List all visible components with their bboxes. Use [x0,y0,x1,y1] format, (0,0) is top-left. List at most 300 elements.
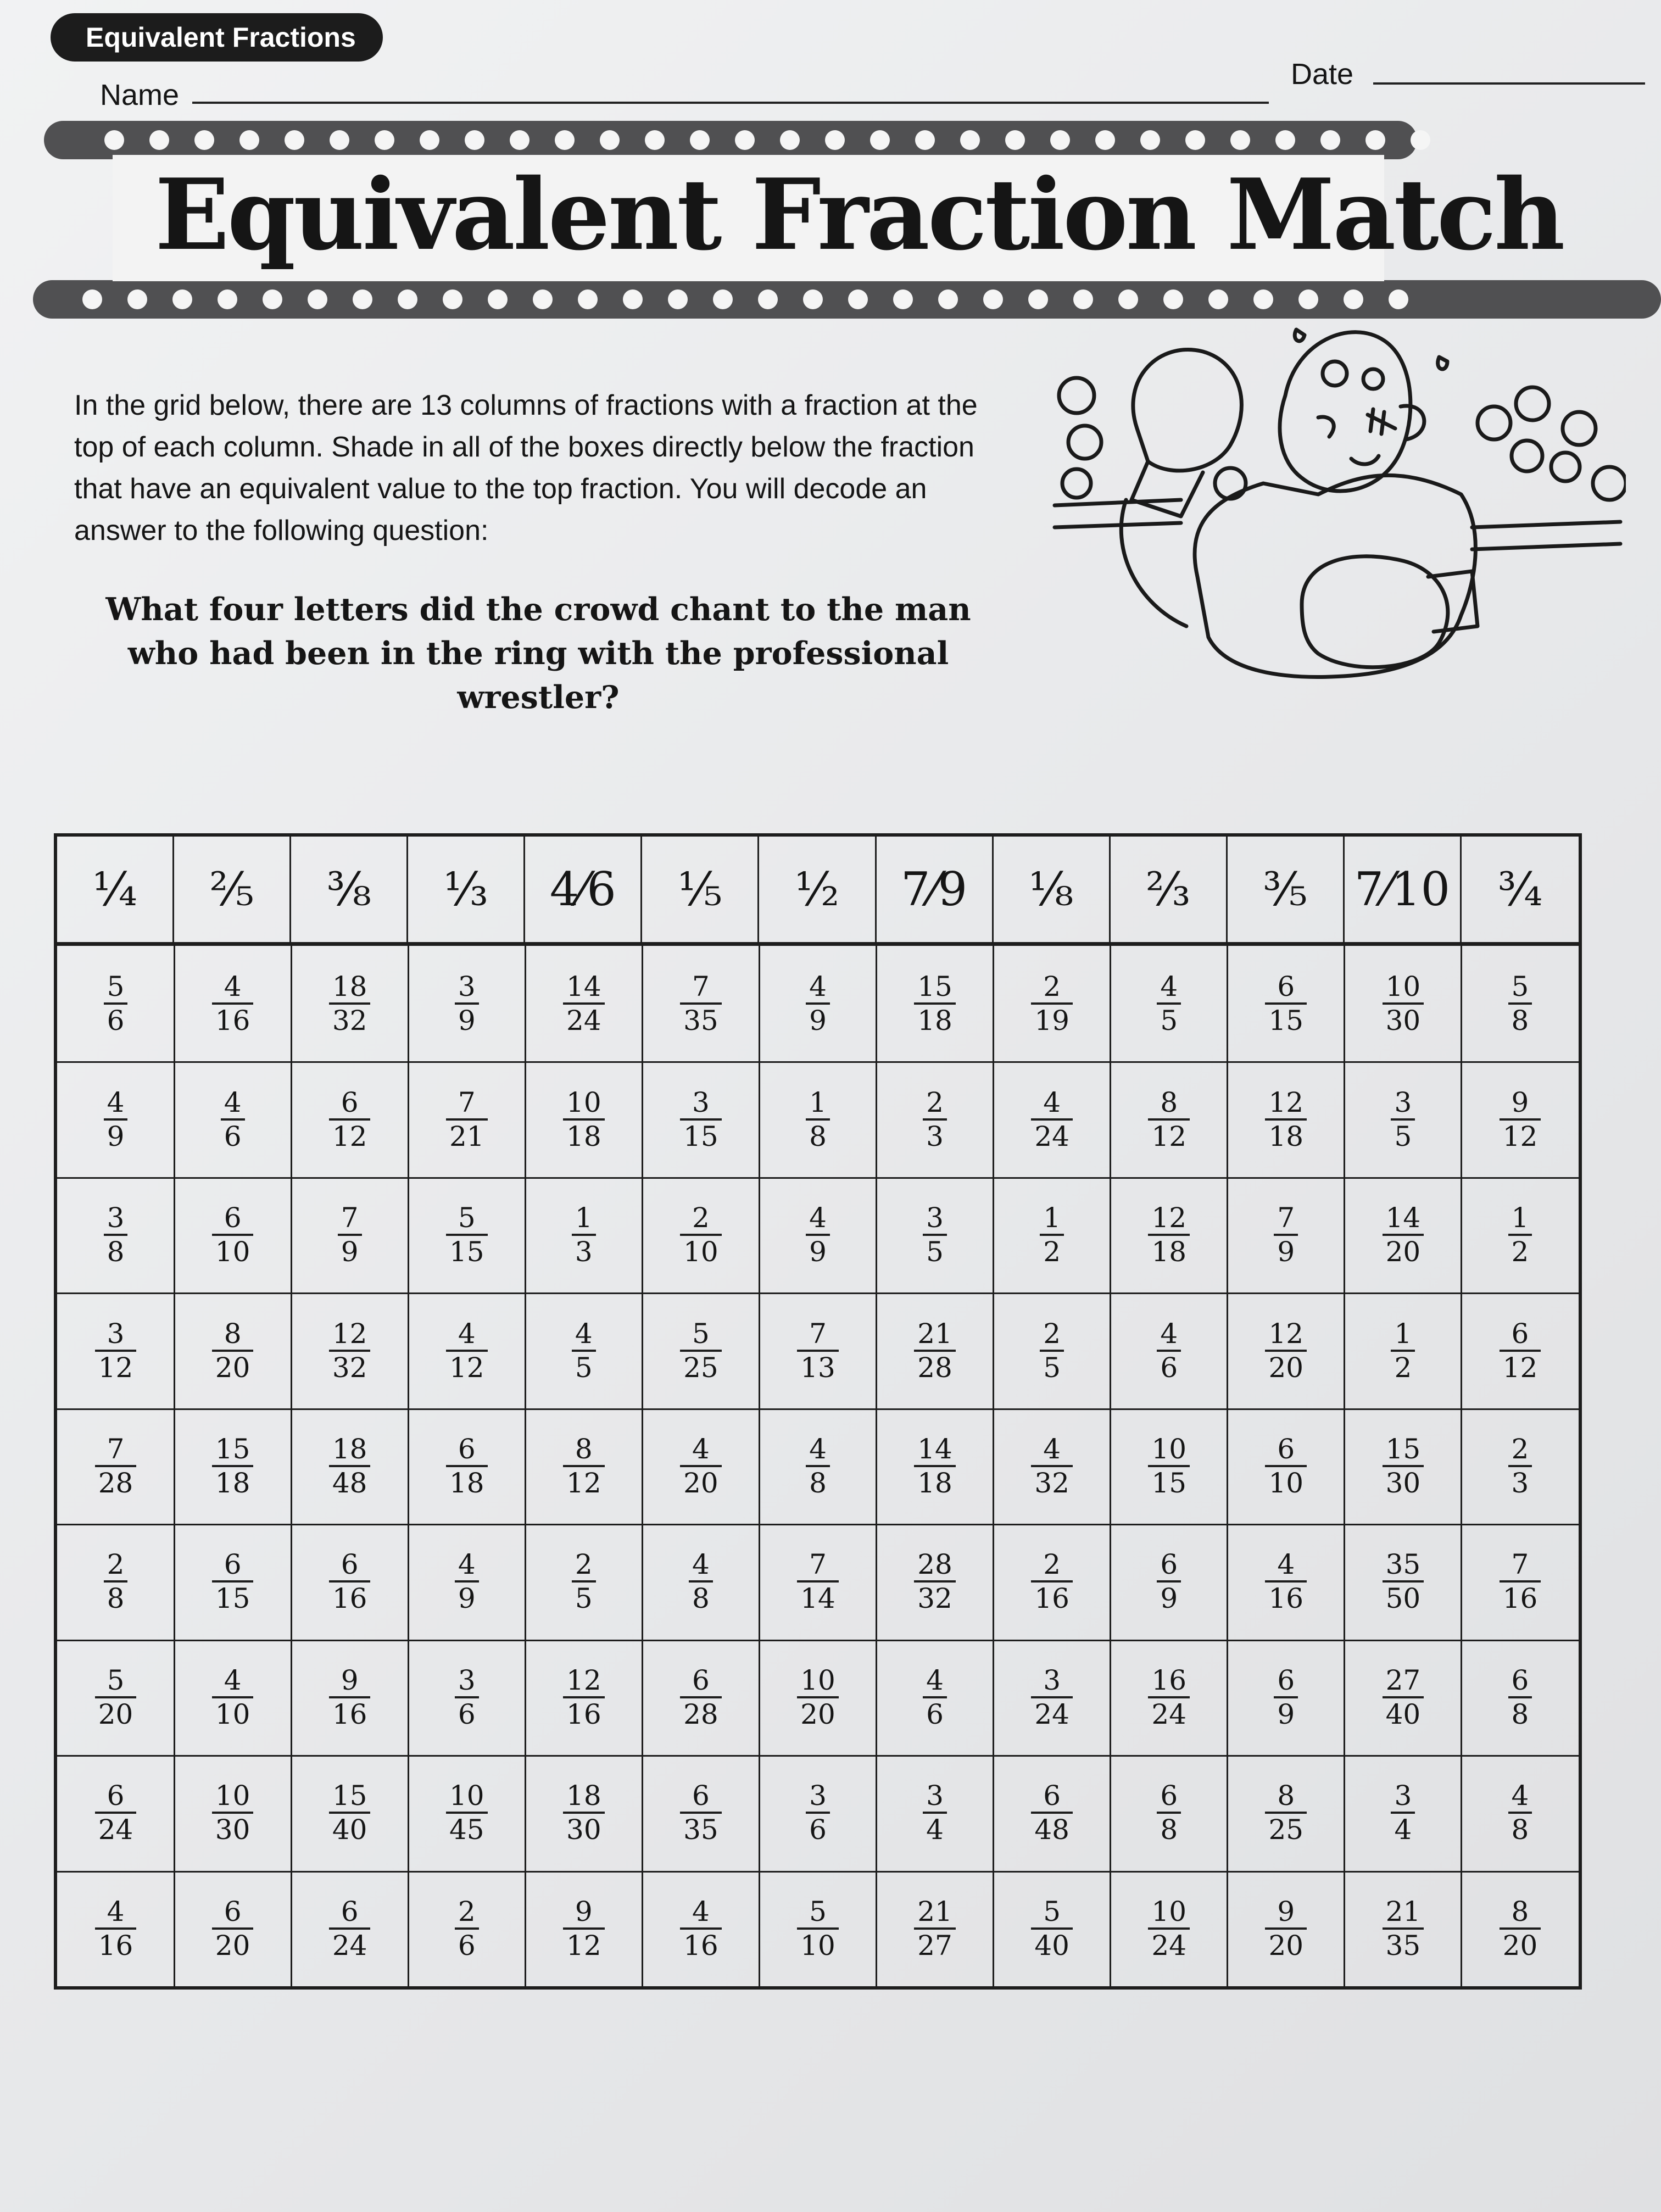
column-header: 7⁄9 [877,837,994,942]
fraction [680,1781,722,1844]
fraction [95,1435,137,1497]
bottom-strip-dots [82,289,1434,309]
grid-cell[interactable] [877,1524,994,1639]
fraction [1148,1897,1190,1960]
numerator: 14 [917,1433,952,1465]
fraction [1383,972,1424,1035]
fraction [212,1550,254,1613]
fraction [923,1088,947,1151]
fraction [1148,1088,1190,1151]
denominator: 5 [926,1236,944,1268]
fraction [914,972,956,1035]
denominator: 2 [1394,1351,1412,1384]
fraction [680,1203,722,1266]
fraction [95,1781,137,1844]
grid-cell[interactable] [291,1061,408,1177]
fraction [572,1203,596,1266]
fraction [1031,1435,1073,1497]
fraction [212,1319,254,1382]
grid-cell[interactable] [174,1177,291,1292]
grid-cell[interactable] [1345,1061,1462,1177]
fraction-bar [680,1350,722,1352]
numerator: 5 [107,971,125,1003]
numerator: 6 [692,1664,710,1696]
grid-cell[interactable] [408,1177,525,1292]
grid-cell[interactable] [759,1292,876,1408]
grid-cell[interactable] [642,1292,759,1408]
numerator: 1 [575,1202,593,1234]
grid-cell[interactable] [408,1524,525,1639]
numerator: 4 [1043,1086,1061,1118]
grid-cell[interactable] [174,1871,291,1986]
denominator: 6 [224,1120,242,1152]
numerator: 3 [926,1202,944,1234]
grid-cell[interactable] [877,1640,994,1755]
numerator: 18 [566,1780,601,1812]
column-header: ⅗ [1228,837,1345,942]
numerator: 27 [1385,1664,1421,1696]
denominator: 16 [1268,1583,1304,1615]
grid-cell[interactable] [291,1408,408,1524]
grid-cell[interactable] [1111,1755,1228,1870]
numerator: 14 [566,971,601,1003]
denominator: 12 [449,1351,484,1384]
fraction [914,1319,956,1382]
grid-cell[interactable] [1462,1524,1579,1639]
denominator: 16 [215,1005,250,1037]
numerator: 3 [107,1317,125,1350]
denominator: 30 [215,1814,250,1846]
grid-cell[interactable] [408,1061,525,1177]
fraction [446,1203,488,1266]
grid-cell[interactable] [174,1408,291,1524]
fraction-bar [329,1350,371,1352]
fraction [1265,1319,1307,1382]
grid-cell[interactable] [174,1640,291,1755]
numerator: 6 [224,1895,242,1927]
numerator: 4 [692,1433,710,1465]
denominator: 5 [1160,1005,1178,1037]
grid-cell[interactable] [994,1177,1111,1292]
grid-cell[interactable] [642,1408,759,1524]
fraction [563,1781,605,1844]
denominator: 20 [215,1351,250,1384]
fraction [95,1897,137,1960]
fraction [806,1435,830,1497]
grid-cell[interactable] [1345,1871,1462,1986]
fraction-bar [572,1350,596,1352]
denominator: 24 [1034,1120,1069,1152]
grid-cell[interactable] [291,1177,408,1292]
grid-cell[interactable] [1111,1408,1228,1524]
grid-cell[interactable] [408,1408,525,1524]
grid-cell[interactable] [877,946,994,1061]
column-header: ¾ [1497,862,1543,916]
grid-cell[interactable] [408,1640,525,1755]
numerator: 3 [692,1086,710,1118]
fraction [1157,1319,1181,1382]
numerator: 3 [458,1664,476,1696]
denominator: 32 [1034,1467,1069,1499]
grid-cell[interactable] [877,1871,994,1986]
numerator: 8 [1277,1780,1295,1812]
grid-cell[interactable] [408,1755,525,1870]
fraction [923,1781,947,1844]
grid-cell[interactable] [759,1524,876,1639]
numerator: 4 [1043,1433,1061,1465]
numerator: 4 [1277,1548,1295,1581]
numerator: 6 [107,1780,125,1812]
grid-cell[interactable] [1228,1755,1345,1870]
fraction-bar [1040,1350,1064,1352]
grid-cell[interactable] [174,1061,291,1177]
grid-cell[interactable] [525,1640,642,1755]
grid-cell[interactable] [1111,1177,1228,1292]
fraction [212,1781,254,1844]
grid-cell[interactable] [994,1640,1111,1755]
denominator: 13 [800,1351,835,1384]
denominator: 18 [917,1005,952,1037]
grid-cell[interactable] [57,1292,174,1408]
grid-cell[interactable] [1228,1524,1345,1639]
grid-cell[interactable] [174,1755,291,1870]
grid-cell[interactable] [174,946,291,1061]
grid-cell[interactable] [642,1061,759,1177]
grid-cell[interactable] [525,1177,642,1292]
grid-cell[interactable] [1345,1755,1462,1870]
grid-cell[interactable] [1345,1640,1462,1755]
grid-cell[interactable] [525,1871,642,1986]
fraction [1148,1666,1190,1729]
grid-cell[interactable] [994,1408,1111,1524]
fraction [797,1319,839,1382]
denominator: 12 [566,1929,601,1962]
denominator: 20 [800,1698,835,1730]
grid-cell[interactable] [291,1755,408,1870]
numerator: 3 [107,1202,125,1234]
denominator: 20 [215,1929,250,1962]
numerator: 6 [224,1202,242,1234]
numerator: 1 [809,1086,827,1118]
denominator: 4 [1394,1814,1412,1846]
grid-cell[interactable] [1111,1640,1228,1755]
grid-cell[interactable] [994,1061,1111,1177]
grid-cell[interactable] [174,1524,291,1639]
grid-cell[interactable] [1111,1524,1228,1639]
numerator: 3 [1394,1086,1412,1118]
grid-cell[interactable] [1228,1177,1345,1292]
denominator: 30 [566,1814,601,1846]
grid-cell[interactable] [1462,1640,1579,1755]
numerator: 9 [575,1895,593,1927]
numerator: 5 [107,1664,125,1696]
numerator: 4 [107,1086,125,1118]
page-title: Equivalent Fraction Match [155,157,1563,272]
grid-cell[interactable] [994,1524,1111,1639]
numerator: 4 [458,1548,476,1581]
grid-cell[interactable] [877,1408,994,1524]
grid-cell[interactable] [1345,1408,1462,1524]
grid-cell[interactable] [994,1292,1111,1408]
fraction [680,1666,722,1729]
grid-cell[interactable] [408,1292,525,1408]
grid-cell[interactable] [525,946,642,1061]
grid-cell[interactable] [642,1755,759,1870]
numerator: 4 [809,1433,827,1465]
fraction [914,1897,956,1960]
grid-cell[interactable] [525,1408,642,1524]
numerator: 10 [215,1780,250,1812]
grid-cell[interactable] [57,1408,174,1524]
fraction [1265,1550,1307,1613]
grid-cell[interactable] [759,1061,876,1177]
denominator: 5 [1043,1351,1061,1384]
fraction [1500,1319,1541,1382]
grid-cell[interactable] [1462,1061,1579,1177]
denominator: 24 [1151,1698,1187,1730]
numerator: 4 [224,1664,242,1696]
denominator: 9 [458,1005,476,1037]
numerator: 6 [458,1433,476,1465]
grid-cell[interactable] [1111,1061,1228,1177]
grid-cell[interactable] [994,1871,1111,1986]
denominator: 9 [1277,1236,1295,1268]
fraction [1500,1550,1541,1613]
numerator: 4 [107,1895,125,1927]
fraction [455,1550,479,1613]
numerator: 21 [917,1895,952,1927]
grid-cell[interactable] [57,1177,174,1292]
numerator: 16 [1151,1664,1187,1696]
grid-cell[interactable] [877,1177,994,1292]
grid-cell[interactable] [408,1871,525,1986]
column-header: ½ [759,837,876,942]
numerator: 35 [1385,1548,1421,1581]
numerator: 6 [1160,1780,1178,1812]
grid-cell[interactable] [525,1524,642,1639]
grid-cell[interactable] [1462,1408,1579,1524]
fraction [1031,1550,1073,1613]
grid-cell[interactable] [1111,1292,1228,1408]
numerator: 9 [1277,1895,1295,1927]
column-header: ⅓ [408,837,525,942]
numerator: 14 [1385,1202,1421,1234]
fraction [212,1897,254,1960]
grid-cell[interactable] [1228,1292,1345,1408]
denominator: 6 [458,1698,476,1730]
numerator: 7 [692,971,710,1003]
fraction-bar [1391,1350,1415,1352]
grid-cell[interactable] [1228,1061,1345,1177]
denominator: 16 [566,1698,601,1730]
numerator: 3 [926,1780,944,1812]
grid-cell[interactable] [994,946,1111,1061]
fraction [455,972,479,1035]
fraction [806,972,830,1035]
fraction [212,1203,254,1266]
grid-cell[interactable] [759,1640,876,1755]
fraction [680,972,722,1035]
denominator: 2 [1511,1236,1529,1268]
grid-cell[interactable] [57,1871,174,1986]
fraction [95,1666,137,1729]
grid-cell[interactable] [291,1871,408,1986]
grid-cell[interactable] [1345,946,1462,1061]
grid-cell[interactable] [57,946,174,1061]
fraction [806,1203,830,1266]
top-strip-dots [104,130,1456,150]
numerator: 7 [809,1548,827,1581]
numerator: 7 [1511,1548,1529,1581]
denominator: 50 [1385,1583,1421,1615]
denominator: 15 [215,1583,250,1615]
grid-cell[interactable] [642,946,759,1061]
grid-cell[interactable] [1228,1871,1345,1986]
denominator: 25 [1268,1814,1304,1846]
grid-cell[interactable] [759,946,876,1061]
numerator: 7 [458,1086,476,1118]
grid-cell[interactable] [759,1755,876,1870]
numerator: 18 [332,1433,367,1465]
denominator: 6 [809,1814,827,1846]
denominator: 5 [575,1351,593,1384]
grid-cell[interactable] [877,1061,994,1177]
grid-cell[interactable] [57,1640,174,1755]
grid-cell[interactable] [525,1061,642,1177]
grid-cell[interactable] [877,1292,994,1408]
denominator: 10 [215,1698,250,1730]
grid-cell[interactable] [1462,1871,1579,1986]
grid-cell[interactable] [57,1755,174,1870]
fraction [1508,1666,1532,1729]
grid-cell[interactable] [525,1292,642,1408]
denominator: 12 [1502,1351,1538,1384]
fraction [1500,1897,1541,1960]
fraction [446,1781,488,1844]
fraction [338,1203,362,1266]
grid-cell[interactable] [759,1871,876,1986]
denominator: 48 [332,1467,367,1499]
numerator: 3 [1394,1780,1412,1812]
denominator: 8 [107,1236,125,1268]
grid-cell[interactable] [642,1524,759,1639]
date-line[interactable] [1373,82,1645,85]
denominator: 24 [566,1005,601,1037]
fraction [95,1319,137,1382]
grid-cell[interactable] [291,1524,408,1639]
fraction [1031,1781,1073,1844]
denominator: 18 [449,1467,484,1499]
grid-cell[interactable] [759,1408,876,1524]
numerator: 10 [449,1780,484,1812]
fraction [1148,1435,1190,1497]
denominator: 16 [1034,1583,1069,1615]
boxer-crowd-illustration [1044,319,1626,703]
grid-cell[interactable] [1345,1524,1462,1639]
fraction-bar [1265,1350,1307,1352]
grid-cell[interactable] [1462,946,1579,1061]
grid-cell[interactable] [1228,1408,1345,1524]
denominator: 8 [1511,1005,1529,1037]
grid-cell[interactable] [1111,1871,1228,1986]
numerator: 4 [224,1086,242,1118]
grid-cell[interactable] [1345,1177,1462,1292]
numerator: 5 [1511,971,1529,1003]
fraction [329,1897,371,1960]
fraction [1508,1435,1532,1497]
grid-cell[interactable] [291,946,408,1061]
denominator: 6 [926,1698,944,1730]
grid-cell[interactable] [1462,1177,1579,1292]
numerator: 7 [107,1433,125,1465]
column-header: ⅔ [1111,837,1228,942]
grid-cell[interactable] [57,1524,174,1639]
fraction-bar [1500,1350,1541,1352]
denominator: 18 [917,1467,952,1499]
denominator: 35 [683,1814,718,1846]
grid-cell[interactable] [994,1755,1111,1870]
numerator: 4 [224,971,242,1003]
grid-cell[interactable] [1228,1640,1345,1755]
grid-cell[interactable] [1462,1755,1579,1870]
grid-cell[interactable] [57,1061,174,1177]
name-line[interactable] [192,102,1269,104]
grid-cell[interactable] [877,1755,994,1870]
grid-cell[interactable] [759,1177,876,1292]
numerator: 2 [926,1086,944,1118]
denominator: 9 [809,1005,827,1037]
numerator: 12 [1268,1317,1304,1350]
numerator: 7 [341,1202,359,1234]
grid-cell[interactable] [642,1640,759,1755]
fraction [572,1550,596,1613]
numerator: 5 [692,1317,710,1350]
fraction [1040,1319,1064,1382]
grid-cell[interactable] [1111,946,1228,1061]
grid-cell[interactable] [525,1755,642,1870]
denominator: 15 [449,1236,484,1268]
denominator: 27 [917,1929,952,1962]
denominator: 35 [683,1005,718,1037]
grid-cell[interactable] [291,1292,408,1408]
denominator: 12 [566,1467,601,1499]
fraction [1508,1203,1532,1266]
numerator: 7 [1277,1202,1295,1234]
numerator: 10 [566,1086,601,1118]
column-header: ⅕ [642,837,759,942]
grid-cell[interactable] [1462,1292,1579,1408]
numerator: 8 [1160,1086,1178,1118]
numerator: 18 [332,971,367,1003]
numerator: 7 [809,1317,827,1350]
fraction [1274,1666,1298,1729]
grid-cell[interactable] [291,1640,408,1755]
fraction [1265,972,1307,1035]
denominator: 16 [1502,1583,1538,1615]
denominator: 10 [215,1236,250,1268]
grid-cell[interactable] [1345,1292,1462,1408]
grid-cell[interactable] [642,1871,759,1986]
grid-cell[interactable] [642,1177,759,1292]
grid-cell[interactable] [174,1292,291,1408]
fraction [680,1435,722,1497]
numerator: 6 [341,1548,359,1581]
grid-cell[interactable] [1228,946,1345,1061]
fraction [1274,1203,1298,1266]
grid-cell[interactable] [408,946,525,1061]
numerator: 15 [215,1433,250,1465]
column-header: 4⁄6 [525,837,642,942]
